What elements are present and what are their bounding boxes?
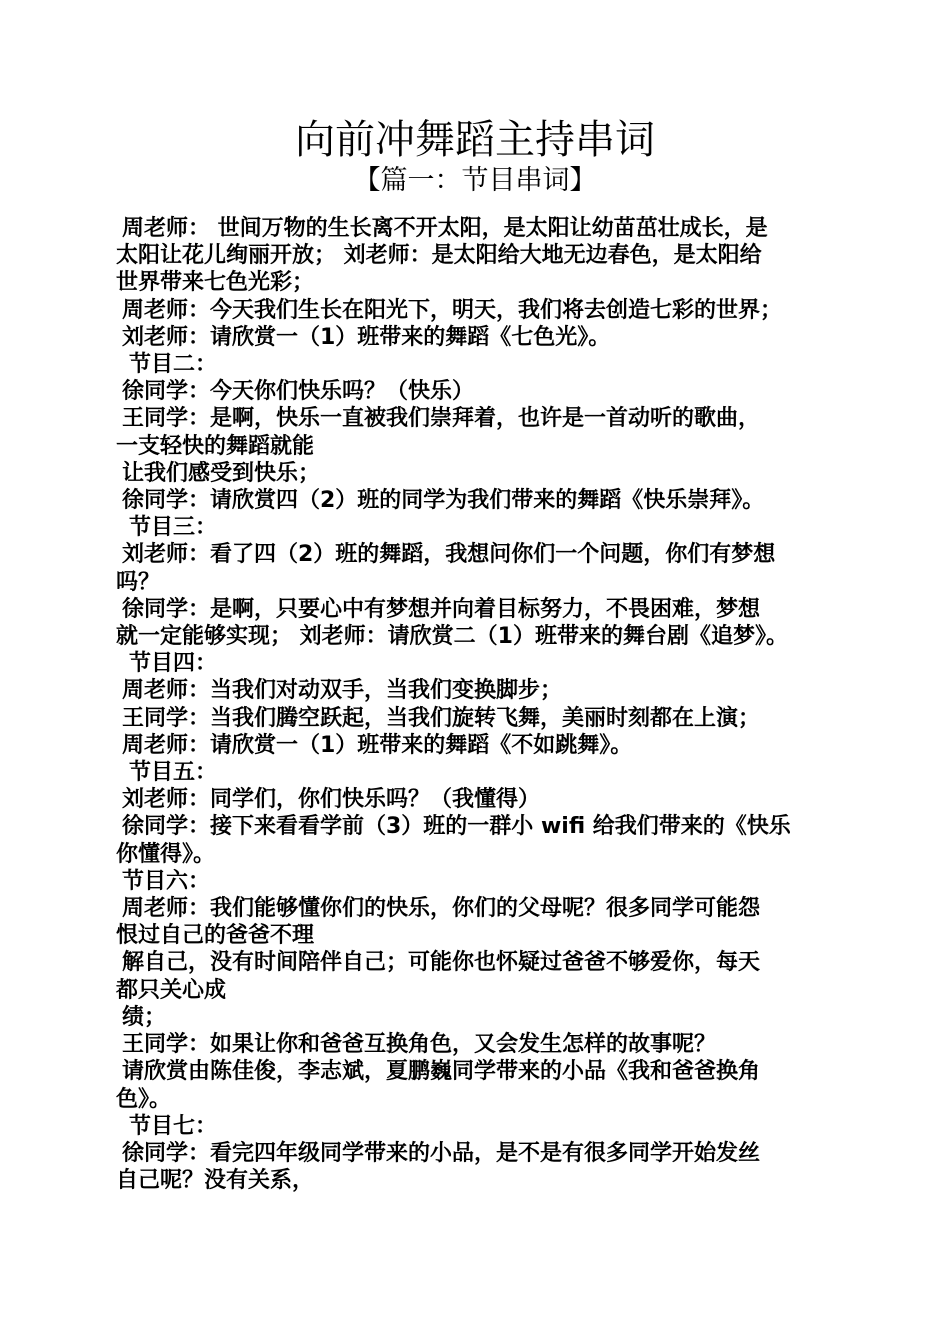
document-subtitle: 【篇一：节目串词】 <box>353 165 597 196</box>
text-line: 恨过自己的爸爸不理 <box>116 923 315 949</box>
text-line: 周老师：今天我们生长在阳光下，明天，我们将去创造七彩的世界； <box>122 297 783 323</box>
text-line: 刘老师：同学们，你们快乐吗？（我懂得） <box>122 787 541 813</box>
text-line: 节目七： <box>129 1113 218 1139</box>
text-line: 节目四： <box>129 651 218 677</box>
text-line: 自己呢？没有关系， <box>116 1168 315 1194</box>
text-line: 色》。 <box>116 1086 172 1112</box>
text-line: 徐同学：请欣赏四（2）班的同学为我们带来的舞蹈《快乐崇拜》。 <box>122 488 765 514</box>
text-line: 都只关心成 <box>116 977 227 1003</box>
text-line: 周老师：当我们对动双手，当我们变换脚步； <box>122 678 563 704</box>
text-line: 绩； <box>122 1004 167 1030</box>
text-line: 节目六： <box>122 868 211 894</box>
document-body <box>116 215 838 1194</box>
text-line: 周老师： 世间万物的生长离不开太阳，是太阳让幼苗茁壮成长，是 <box>122 216 768 241</box>
text-line: 刘老师：看了四（2）班的舞蹈，我想问你们一个问题，你们有梦想 <box>122 542 776 568</box>
text-line: 刘老师：请欣赏一（1）班带来的舞蹈《七色光》。 <box>122 324 611 350</box>
text-line: 你懂得》。 <box>116 841 216 867</box>
text-line: 王同学：如果让你和爸爸互换角色，又会发生怎样的故事呢？ <box>122 1032 717 1058</box>
text-line: 徐同学：是啊，只要心中有梦想并向着目标努力，不畏困难，梦想 <box>122 596 761 622</box>
text-line: 徐同学：看完四年级同学带来的小品，是不是有很多同学开始发丝 <box>122 1140 761 1166</box>
text-line: 徐同学：接下来看看学前（3）班的一群小 wifi 给我们带来的《快乐 <box>122 814 791 840</box>
text-line: 一支轻快的舞蹈就能 <box>116 433 315 459</box>
text-line: 世界带来七色光彩； <box>116 270 315 296</box>
text-line: 太阳让花儿绚丽开放； 刘老师：是太阳给大地无边春色，是太阳给 <box>116 243 762 269</box>
text-line: 请欣赏由陈佳俊，李志斌，夏鹏巍同学带来的小品《我和爸爸换角 <box>122 1059 761 1085</box>
text-line: 王同学：是啊，快乐一直被我们崇拜着，也许是一首动听的歌曲， <box>122 406 761 432</box>
document-title: 向前冲舞蹈主持串词 <box>295 117 655 163</box>
text-line: 王同学：当我们腾空跃起，当我们旋转飞舞，美丽时刻都在上演； <box>122 705 761 731</box>
text-line: 解自己，没有时间陪伴自己；可能你也怀疑过爸爸不够爱你，每天 <box>122 950 761 976</box>
text-line: 吗？ <box>116 569 161 595</box>
text-line: 周老师：我们能够懂你们的快乐，你们的父母呢？很多同学可能怨 <box>122 896 761 922</box>
text-line: 周老师：请欣赏一（1）班带来的舞蹈《不如跳舞》。 <box>122 732 633 758</box>
text-line: 徐同学：今天你们快乐吗？（快乐） <box>122 379 475 405</box>
text-line: 节目二： <box>129 352 218 378</box>
text-line: 就一定能够实现； 刘老师：请欣赏二（1）班带来的舞台剧《追梦》。 <box>116 624 788 650</box>
text-line: 让我们感受到快乐； <box>122 460 321 486</box>
text-line: 节目三： <box>129 515 218 541</box>
text-line: 节目五： <box>129 760 218 786</box>
